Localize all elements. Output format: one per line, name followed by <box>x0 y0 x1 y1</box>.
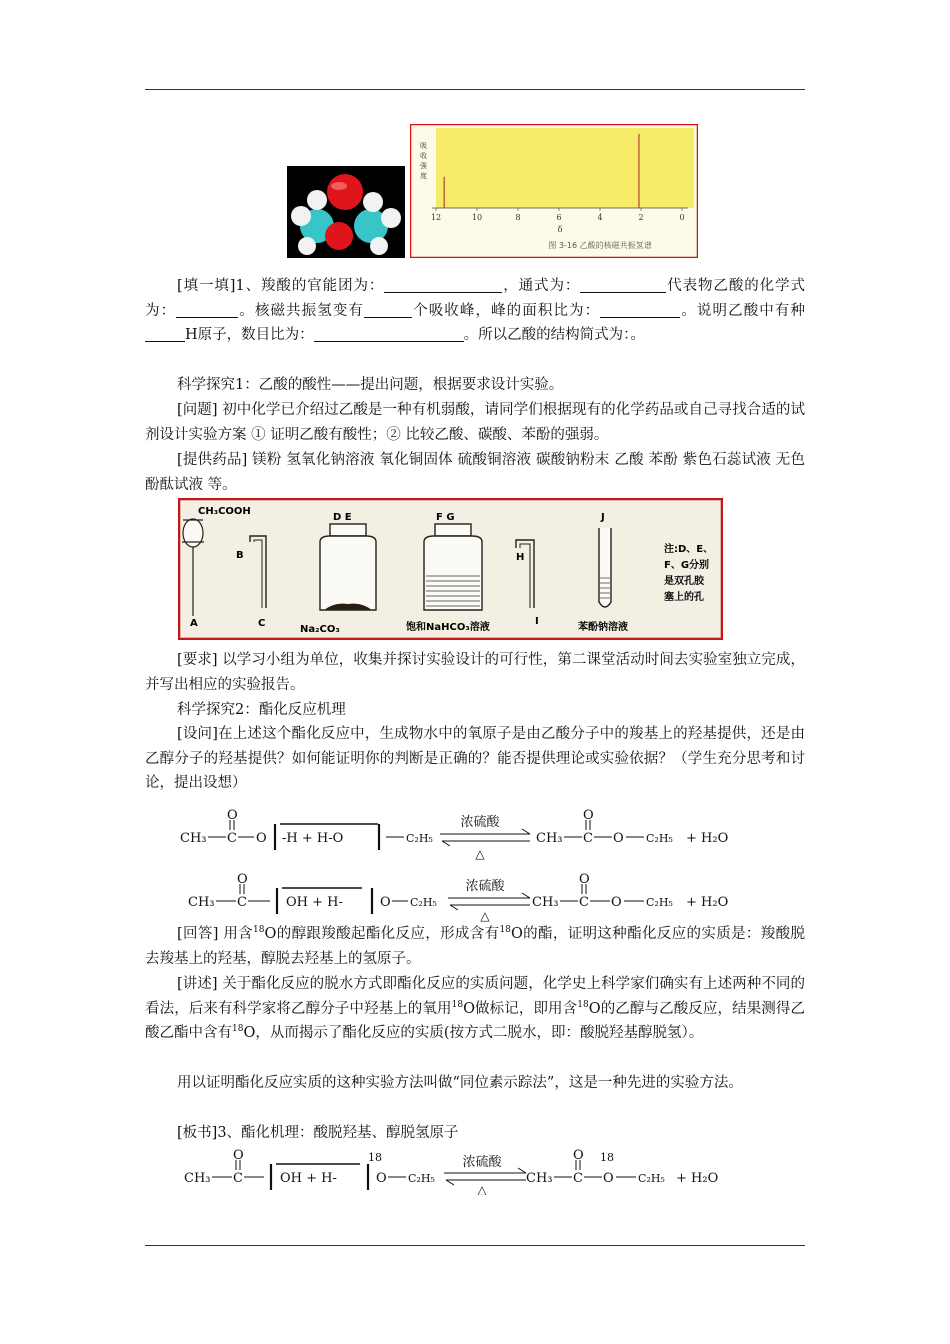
nmr-tick-label: 6 <box>556 213 562 222</box>
eq3-ch3-product: CH₃ <box>526 1171 553 1186</box>
label-i: I <box>535 616 539 627</box>
answer-text-3: O的酯，证明这种酯化反应的实质是：羧酸脱去羧基上的羟基，醇脱去羟基上的氢原子。 <box>145 926 805 967</box>
blank-number-ratio[interactable] <box>314 325 464 342</box>
eq2-catalyst: 浓硫酸 <box>465 879 505 894</box>
eq2-c: C <box>237 895 247 910</box>
eq1-c2h5-product: C₂H₅ <box>646 832 673 845</box>
eq1-heat: △ <box>475 847 485 861</box>
question-paragraph: [问题] 初中化学已介绍过乙酸是一种有机弱酸，请同学们根据现有的化学药品或自己寻找合适的试剂设计实验方案 ① 证明乙酸有酸性；② 比较乙酸、碳酸、苯酚的强弱。 <box>145 402 805 443</box>
isotope-sup: 18 <box>451 999 464 1010</box>
fill-text-8: 。所以乙酸的结构简式为： <box>463 327 631 343</box>
eq1-c: C <box>227 831 237 846</box>
label-phenolate: 苯酚钠溶液 <box>578 622 628 633</box>
label-fg: F G <box>436 512 455 523</box>
blank-functional-group[interactable] <box>384 276 502 293</box>
lecture-paragraph <box>145 972 805 1046</box>
nmr-spectrum-chart <box>410 124 698 258</box>
eq2-heat: △ <box>480 909 490 922</box>
lecture-text-4: O，从而揭示了酯化反应的实质(按方式二脱水，即：酸脱羟基醇脱氢）。 <box>243 1025 704 1041</box>
acetic-acid-model-image <box>287 166 405 258</box>
eq3-water: + H₂O <box>676 1171 719 1186</box>
nmr-tick-label: 2 <box>638 213 644 222</box>
eq3-label-18: 18 <box>368 1151 382 1164</box>
eq1-c-product: C <box>583 831 593 846</box>
eq1-o-top-product: O <box>583 808 594 823</box>
lecture-text-3: O的乙醇与乙酸反应，结果测得乙酸乙酯中含有 <box>145 1000 806 1041</box>
eq3-heat: △ <box>477 1183 487 1195</box>
isotope-sup: 18 <box>253 925 265 935</box>
bottle-de <box>320 524 376 610</box>
eq3-ch3: CH₃ <box>184 1171 211 1186</box>
label-a: A <box>190 618 198 629</box>
isotope-sup: 18 <box>232 1024 244 1034</box>
label-h: H <box>516 552 525 563</box>
eq3-c: C <box>233 1171 243 1186</box>
svg-text:度: 度 <box>420 172 427 180</box>
eq1-c2h5: C₂H₅ <box>406 832 433 845</box>
answer-text-2: O的醇跟羧酸起酯化反应，形成含有 <box>264 926 500 942</box>
isotope-sup: 18 <box>577 999 589 1010</box>
label-de: D E <box>333 512 352 523</box>
eq1-box: -H + H-O <box>282 831 344 846</box>
note-line-1: 注:D、E、 <box>664 544 714 555</box>
header-rule <box>145 89 805 90</box>
tracer-paragraph: 用以证明酯化反应实质的这种实验方法叫做“同位素示踪法”，这是一种先进的实验方法。 <box>177 1075 743 1091</box>
label-b: B <box>236 550 244 561</box>
eq1-ch3-product: CH₃ <box>536 831 563 846</box>
footer-rule <box>145 1245 805 1246</box>
fill-text-2: ，通式为： <box>502 278 581 294</box>
nmr-caption: 图 3-16 乙酸的核磁共振氢谱 <box>548 241 652 250</box>
apparatus-diagram <box>178 498 723 640</box>
fill-text-6: 。说明乙酸中有种 <box>680 302 805 319</box>
label-ch3cooh: CH₃COOH <box>198 506 251 517</box>
fill-text-5: 个吸收峰，峰的面积比为： <box>412 302 601 319</box>
label-na2co3: Na₂CO₃ <box>300 624 340 635</box>
test-tube-j <box>599 528 611 607</box>
fill-text-3: 代表物乙酸的化学式为： <box>145 278 806 319</box>
blank-peak-count[interactable] <box>364 301 412 318</box>
svg-text:强: 强 <box>420 162 427 170</box>
note-line-2: F、G分别 <box>664 560 710 571</box>
eq3-o-product: O <box>603 1171 614 1186</box>
eq3-o-top-product: O <box>573 1148 584 1163</box>
eq2-ch3-product: CH₃ <box>532 895 559 910</box>
eq3-label-18-product: 18 <box>600 1151 614 1164</box>
note-line-3: 是双孔胶 <box>664 576 704 587</box>
nmr-tick-label: 0 <box>679 213 685 222</box>
bottle-fg <box>424 524 482 610</box>
eq1-water: + H₂O <box>686 831 729 846</box>
eq3-o-top: O <box>233 1148 244 1163</box>
answer-text-1: [回答] 用含 <box>177 926 254 942</box>
eq1-o-product: O <box>613 831 624 846</box>
eq3-box: OH + H- <box>280 1171 337 1186</box>
fill-text-9: 。 <box>630 327 645 343</box>
svg-text:收: 收 <box>420 152 427 160</box>
hypothesis-paragraph: [设问]在上述这个酯化反应中，生成物水中的氧原子是由乙酸分子中的羧基上的羟基提供，还是由乙醇分子的羟基提供？如何能证明你的判断是正确的？能否提供理论或实验依据？（学生充分思考和讨论，提出设想） <box>145 726 805 791</box>
eq2-o-top: O <box>237 872 248 887</box>
nmr-tick-label: 12 <box>430 213 442 222</box>
equation-1 <box>150 808 790 864</box>
eq2-o-top-product: O <box>579 872 590 887</box>
fill-text-7: H原子，数目比为： <box>185 327 314 343</box>
label-nahco3: 饱和NaHCO₃溶液 <box>406 622 490 633</box>
nmr-tick-label: 10 <box>471 213 483 222</box>
nmr-tick-label: 8 <box>515 213 521 222</box>
label-c: C <box>258 618 266 629</box>
explore-1-heading: 科学探究1：乙酸的酸性——提出问题，根据要求设计实验。 <box>177 377 564 393</box>
svg-text:吸: 吸 <box>420 142 427 150</box>
eq1-ch3: CH₃ <box>180 831 207 846</box>
requirement-paragraph: [要求] 以学习小组为单位，收集并探讨实验设计的可行性，第二课堂活动时间去实验室独立完成，并写出相应的实验报告。 <box>145 652 805 693</box>
eq2-water: + H₂O <box>686 895 729 910</box>
blank-general-formula[interactable] <box>580 276 666 293</box>
eq2-c2h5: C₂H₅ <box>410 896 437 909</box>
eq1-catalyst: 浓硫酸 <box>460 815 500 830</box>
lecture-text-2: O做标记，即用含 <box>463 1000 578 1017</box>
board-heading: [板书]3、酯化机理：酸脱羟基、醇脱氢原子 <box>177 1125 459 1141</box>
equation-2 <box>150 872 790 922</box>
eq2-c2h5-product: C₂H₅ <box>646 896 673 909</box>
eq2-ch3: CH₃ <box>188 895 215 910</box>
blank-chemical-formula[interactable] <box>176 301 238 318</box>
blank-h-kinds[interactable] <box>145 325 185 342</box>
eq1-o: O <box>256 831 267 846</box>
nmr-tick-label: 4 <box>597 213 603 222</box>
fill-in-question <box>145 274 805 348</box>
fill-text-4: 。核磁共振氢变有 <box>238 302 365 319</box>
note-line-4: 塞上的孔 <box>664 592 704 603</box>
reagents-paragraph: [提供药品] 镁粉 氢氧化钠溶液 氧化铜固体 硫酸铜溶液 碳酸钠粉末 乙酸 苯酚 紫色石蕊试液 无色酚酞试液 等。 <box>145 452 805 493</box>
eq2-box: OH + H- <box>286 895 343 910</box>
isotope-sup: 18 <box>499 925 511 935</box>
label-j: J <box>601 512 605 523</box>
lecture-text-1: [讲述] 关于酯化反应的脱水方式即酯化反应的实质问题，化学史上科学家们确实有上述两种不同的看法，后来有科学家将乙醇分子中羟基上的氧用 <box>145 976 805 1017</box>
eq2-o-product: O <box>611 895 622 910</box>
explore-2-heading: 科学探究2：酯化反应机理 <box>177 702 346 718</box>
nmr-xlabel: δ <box>557 225 563 234</box>
eq3-c2h5-product: C₂H₅ <box>638 1172 665 1185</box>
equation-3 <box>150 1145 790 1195</box>
eq1-o-top: O <box>227 808 238 823</box>
eq3-o: O <box>376 1171 387 1186</box>
eq2-c-product: C <box>579 895 589 910</box>
eq3-catalyst: 浓硫酸 <box>462 1155 502 1170</box>
eq3-c-product: C <box>573 1171 583 1186</box>
fill-text-1: [填一填]1、羧酸的官能团为： <box>177 278 385 294</box>
blank-area-ratio[interactable] <box>600 301 680 318</box>
eq2-o: O <box>380 895 391 910</box>
eq3-c2h5: C₂H₅ <box>408 1172 435 1185</box>
answer-paragraph <box>145 922 805 971</box>
